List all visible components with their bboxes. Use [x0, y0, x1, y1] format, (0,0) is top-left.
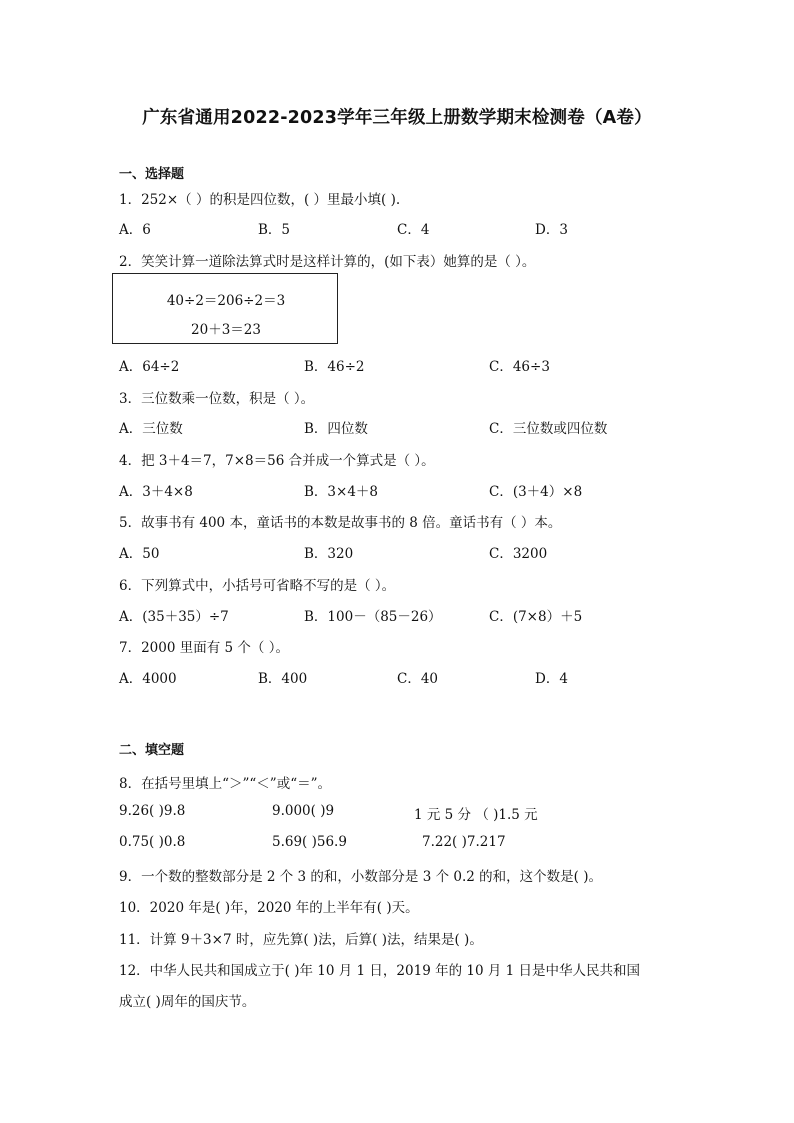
q1-option-b: B．5 [258, 222, 291, 238]
q4-option-a: A．3＋4×8 [119, 484, 193, 500]
q3-option-b: B．四位数 [304, 421, 368, 437]
q1-option-a: A．6 [119, 222, 151, 238]
question-4: 4．把 3＋4＝7，7×8＝56 合并成一个算式是（ ）。 [119, 453, 435, 469]
question-2: 2．笑笑计算一道除法算式时是这样计算的，(如下表）她算的是（ ）。 [119, 254, 536, 270]
q2-calculation-box [112, 273, 338, 344]
q8-item-5: 5.69( )56.9 [272, 834, 347, 850]
q6-option-c: C．(7×8）＋5 [489, 609, 583, 625]
q4-option-b: B．3×4＋8 [304, 484, 378, 500]
q2-box-line-2: 20＋3＝23 [191, 322, 261, 338]
question-1: 1．252×（ ）的积是四位数，( ）里最小填( ). [119, 192, 401, 208]
q8-item-4: 0.75( )0.8 [119, 834, 186, 850]
question-9: 9．一个数的整数部分是 2 个 3 的和，小数部分是 3 个 0.2 的和，这个数是( )。 [119, 869, 602, 885]
question-3: 3．三位数乘一位数，积是（ ）。 [119, 391, 315, 407]
page-title: 广东省通用2022-2023学年三年级上册数学期末检测卷（A卷） [142, 108, 652, 128]
q1-option-c: C．4 [397, 222, 430, 238]
question-6: 6．下列算式中，小括号可省略不写的是（ ）。 [119, 578, 396, 594]
q2-option-a: A．64÷2 [119, 359, 180, 375]
q8-item-1: 9.26( )9.8 [119, 803, 186, 819]
q6-option-a: A．(35＋35）÷7 [119, 609, 229, 625]
q5-option-a: A．50 [119, 546, 160, 562]
q7-option-a: A．4000 [119, 671, 177, 687]
question-8: 8．在括号里填上“＞”“＜”或“＝”。 [119, 776, 331, 792]
question-11: 11．计算 9＋3×7 时，应先算( )法，后算( )法，结果是( )。 [119, 932, 483, 948]
q7-option-b: B．400 [258, 671, 308, 687]
q5-option-c: C．3200 [489, 546, 548, 562]
q4-option-c: C．(3＋4）×8 [489, 484, 583, 500]
q3-option-a: A．三位数 [119, 421, 183, 437]
section-blank-heading: 二、填空题 [119, 743, 185, 758]
q3-option-c: C．三位数或四位数 [489, 421, 608, 437]
q7-option-c: C．40 [397, 671, 439, 687]
q7-option-d: D．4 [535, 671, 568, 687]
question-10: 10．2020 年是( )年，2020 年的上半年有( )天。 [119, 900, 419, 916]
question-5: 5．故事书有 400 本，童话书的本数是故事书的 8 倍。童话书有（ ）本。 [119, 515, 562, 531]
q2-box-line-1: 40÷2＝206÷2＝3 [166, 293, 286, 309]
q1-option-d: D．3 [535, 222, 568, 238]
q8-item-3: 1 元 5 分 （ )1.5 元 [414, 807, 538, 823]
q8-item-2: 9.000( )9 [272, 803, 335, 819]
question-12-line-2: 成立( )周年的国庆节。 [119, 994, 256, 1010]
q5-option-b: B．320 [304, 546, 354, 562]
q2-option-b: B．46÷2 [304, 359, 365, 375]
q2-option-c: C．46÷3 [489, 359, 550, 375]
question-12-line-1: 12．中华人民共和国成立于( )年 10 月 1 日，2019 年的 10 月 1 日是中华人民共和国 [119, 963, 641, 979]
question-7: 7．2000 里面有 5 个（ ）。 [119, 640, 289, 656]
section-choice-heading: 一、选择题 [119, 167, 185, 182]
q6-option-b: B．100－（85－26） [304, 609, 442, 625]
q8-item-6: 7.22( )7.217 [422, 834, 506, 850]
